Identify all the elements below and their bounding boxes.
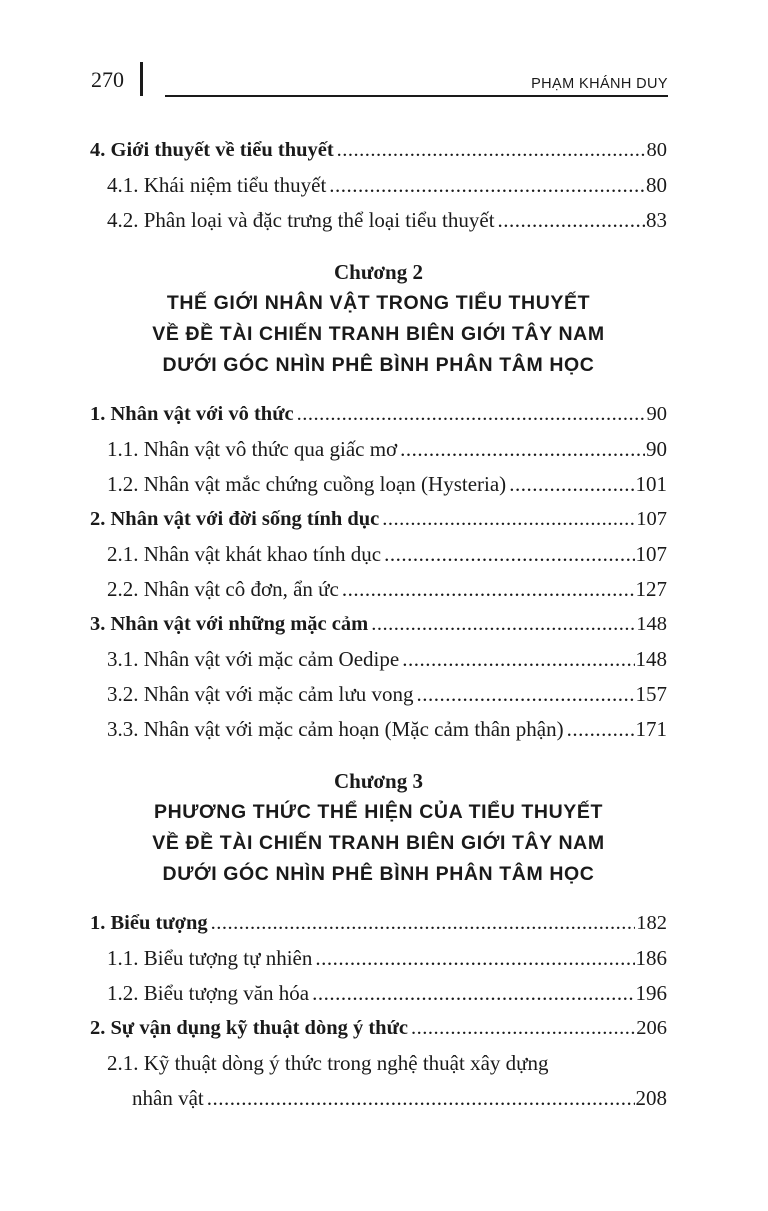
toc-entry-page: 196 (635, 981, 667, 1005)
toc-entry-page: 90 (646, 403, 667, 425)
chapter-title-line: VỀ ĐỀ TÀI CHIẾN TRANH BIÊN GIỚI TÂY NAM (152, 323, 605, 345)
dot-leader (371, 607, 635, 642)
toc-entry-page: 182 (636, 912, 667, 934)
toc-entry[interactable] (90, 168, 667, 203)
toc-entry-label: 1. Nhân vật với vô thức (90, 403, 294, 425)
toc-section-top (90, 133, 667, 238)
toc-entry-page: 148 (636, 613, 667, 635)
toc-entry-label: 1.2. Nhân vật mắc chứng cuồng loạn (Hysteria) (107, 472, 507, 496)
toc-entry-label: 1. Biểu tượng (90, 912, 208, 934)
chapter-number: Chương 2 (333, 260, 423, 284)
dot-leader (384, 537, 634, 572)
toc-chapter-3 (90, 906, 667, 1116)
toc-entry[interactable] (90, 941, 667, 976)
dot-leader (402, 642, 634, 677)
toc-entry-label: 4.2. Phân loại và đặc trưng thể loại tiểu thuyết (107, 208, 495, 232)
toc-entry[interactable] (90, 906, 667, 941)
toc-entry[interactable] (90, 502, 667, 537)
dot-leader (329, 168, 645, 203)
toc-entry-label: 3.3. Nhân vật với mặc cảm hoạn (Mặc cảm thân phận) (107, 717, 564, 741)
dot-leader (417, 677, 635, 712)
dot-leader (411, 1011, 635, 1046)
toc-entry[interactable] (90, 712, 667, 747)
toc-entry-page: 83 (646, 208, 667, 232)
toc-entry[interactable] (90, 677, 667, 712)
toc-entry[interactable] (90, 467, 667, 502)
toc-entry-label: 2.1. Nhân vật khát khao tính dục (107, 542, 382, 566)
toc-entry-label-continued: nhân vật (132, 1086, 204, 1110)
dot-leader (400, 432, 645, 467)
toc-entry-label: 4.1. Khái niệm tiểu thuyết (107, 173, 327, 197)
toc-entry-label: 2.1. Kỹ thuật dòng ý thức trong nghệ thuật xây dựng (107, 1051, 549, 1075)
toc-entry-label: 3.2. Nhân vật với mặc cảm lưu vong (107, 682, 414, 706)
toc-entry-label: 4. Giới thuyết về tiểu thuyết (90, 139, 334, 161)
toc-entry-page: 148 (635, 647, 667, 671)
toc-entry-label: 3.1. Nhân vật với mặc cảm Oedipe (107, 647, 400, 671)
dot-leader (297, 397, 646, 432)
toc-entry[interactable] (90, 1046, 667, 1116)
chapter-title-line: PHƯƠNG THỨC THỂ HIỆN CỦA TIỂU THUYẾT (153, 801, 604, 823)
running-title: PHẠM KHÁNH DUY (531, 76, 668, 92)
toc-entry[interactable] (90, 203, 667, 238)
toc-entry-label: 2.2. Nhân vật cô đơn, ẩn ức (107, 577, 339, 601)
toc-entry[interactable] (90, 133, 667, 168)
toc-entry-page: 80 (646, 173, 667, 197)
dot-leader (567, 712, 635, 747)
dot-leader (211, 906, 636, 941)
toc-entry[interactable] (90, 537, 667, 572)
dot-leader (498, 203, 645, 238)
toc-entry-page: 208 (635, 1086, 667, 1110)
table-of-contents (90, 133, 667, 1116)
toc-entry-label: 1.2. Biểu tượng văn hóa (107, 981, 310, 1005)
chapter-number: Chương 3 (333, 769, 423, 793)
toc-entry-label: 2. Nhân vật với đời sống tính dục (90, 508, 380, 530)
toc-entry[interactable] (90, 432, 667, 467)
toc-chapter-2 (90, 397, 667, 747)
toc-entry[interactable] (90, 642, 667, 677)
toc-entry[interactable] (90, 607, 667, 642)
chapter-3-heading (90, 765, 667, 890)
toc-entry-page: 101 (635, 472, 667, 496)
toc-entry-page: 107 (635, 542, 667, 566)
dot-leader (509, 467, 634, 502)
chapter-title-line: VỀ ĐỀ TÀI CHIẾN TRANH BIÊN GIỚI TÂY NAM (152, 832, 605, 854)
chapter-title-line: DƯỚI GÓC NHÌN PHÊ BÌNH PHÂN TÂM HỌC (162, 354, 595, 376)
dot-leader (342, 572, 635, 607)
toc-entry-page: 107 (636, 508, 667, 530)
toc-entry-label: 1.1. Nhân vật vô thức qua giấc mơ (107, 437, 398, 461)
toc-entry-continuation (107, 1081, 667, 1116)
dot-leader (315, 941, 634, 976)
toc-entry-page: 90 (646, 437, 667, 461)
header-vertical-bar (140, 62, 143, 96)
toc-entry-page: 127 (635, 577, 667, 601)
toc-entry-page: 186 (635, 946, 667, 970)
dot-leader (382, 502, 635, 537)
chapter-title-line: THẾ GIỚI NHÂN VẬT TRONG TIỂU THUYẾT (166, 292, 591, 314)
dot-leader (207, 1081, 635, 1116)
toc-entry-page: 80 (646, 139, 667, 161)
dot-leader (337, 133, 646, 168)
toc-entry[interactable] (90, 397, 667, 432)
toc-entry-label: 1.1. Biểu tượng tự nhiên (107, 946, 313, 970)
toc-entry[interactable] (90, 572, 667, 607)
toc-entry-label: 3. Nhân vật với những mặc cảm (90, 613, 369, 635)
toc-entry[interactable] (90, 976, 667, 1011)
toc-entry-page: 206 (636, 1017, 667, 1039)
chapter-title-line: DƯỚI GÓC NHÌN PHÊ BÌNH PHÂN TÂM HỌC (162, 863, 595, 885)
page-number: 270 (91, 67, 124, 92)
toc-entry-page: 157 (635, 682, 667, 706)
chapter-2-heading (90, 256, 667, 381)
dot-leader (312, 976, 634, 1011)
toc-entry-label: 2. Sự vận dụng kỹ thuật dòng ý thức (90, 1017, 408, 1039)
header-rule (165, 95, 668, 97)
toc-entry[interactable] (90, 1011, 667, 1046)
toc-entry-page: 171 (635, 717, 667, 741)
